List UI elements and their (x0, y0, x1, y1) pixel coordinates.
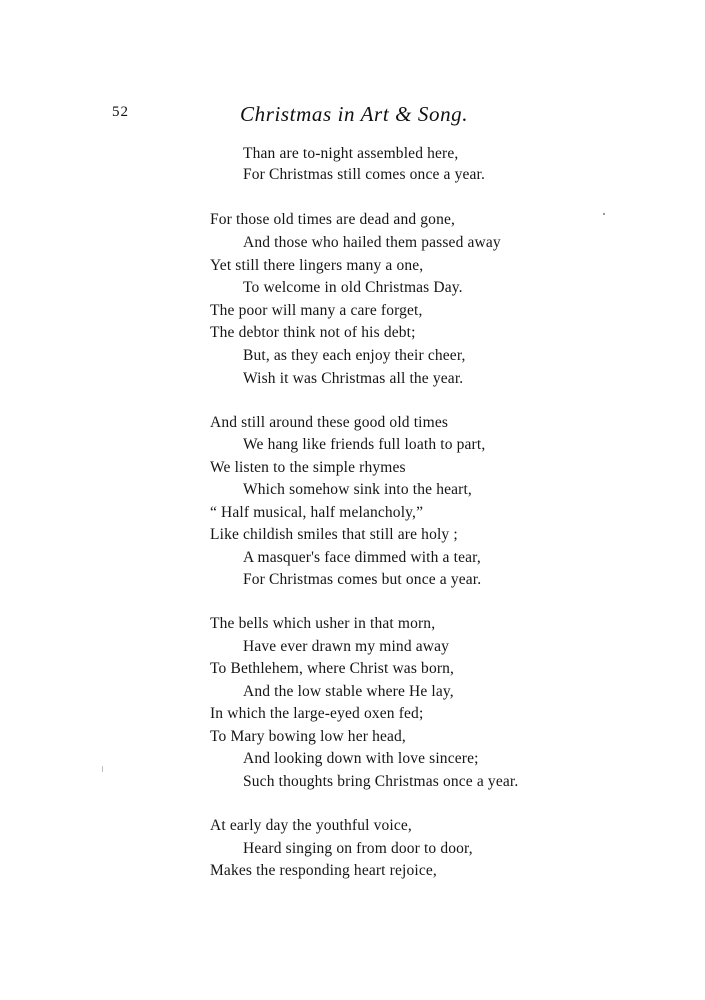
poem-line: To Mary bowing low her head, (210, 728, 406, 745)
poem-line: Yet still there lingers many a one, (210, 257, 424, 274)
poem-line: And looking down with love sincere; (243, 750, 479, 767)
poem-line: At early day the youthful voice, (210, 817, 412, 834)
poem-line: Wish it was Christmas all the year. (243, 370, 464, 387)
poem-line: And still around these good old times (210, 414, 449, 431)
poem-line: “ Half musical, half melancholy,” (210, 504, 424, 521)
poem-line: To Bethlehem, where Christ was born, (210, 660, 455, 677)
poem-line: Have ever drawn my mind away (243, 638, 450, 655)
poem-line: We hang like friends full loath to part, (243, 436, 486, 453)
print-speck (603, 213, 605, 215)
page-number: 52 (112, 104, 129, 120)
poem-line: But, as they each enjoy their cheer, (243, 347, 466, 364)
poem-line: For Christmas comes but once a year. (243, 571, 482, 588)
running-head: Christmas in Art & Song. (240, 102, 469, 126)
print-speck (102, 766, 103, 772)
poem-line: And the low stable where He lay, (243, 683, 454, 700)
poem-line: To welcome in old Christmas Day. (243, 279, 463, 296)
poem-line: And those who hailed them passed away (243, 234, 501, 251)
poem-line: Which somehow sink into the heart, (243, 481, 472, 498)
poem-line: Heard singing on from door to door, (243, 840, 473, 857)
poem-line: For those old times are dead and gone, (210, 211, 456, 228)
poem-line: The debtor think not of his debt; (210, 324, 416, 341)
poem-line: A masquer's face dimmed with a tear, (243, 549, 481, 566)
poem-line: The bells which usher in that morn, (210, 615, 436, 632)
poem-line: Makes the responding heart rejoice, (210, 862, 437, 879)
poem-line: Such thoughts bring Christmas once a year. (243, 773, 519, 790)
poem-line: Like childish smiles that still are holy ; (210, 526, 458, 543)
poem-line: In which the large-eyed oxen fed; (210, 705, 424, 722)
poem-line: Than are to-night assembled here, (243, 145, 459, 162)
poem-line: We listen to the simple rhymes (210, 459, 406, 476)
poem-line: The poor will many a care forget, (210, 302, 423, 319)
poem-line: For Christmas still comes once a year. (243, 166, 486, 183)
